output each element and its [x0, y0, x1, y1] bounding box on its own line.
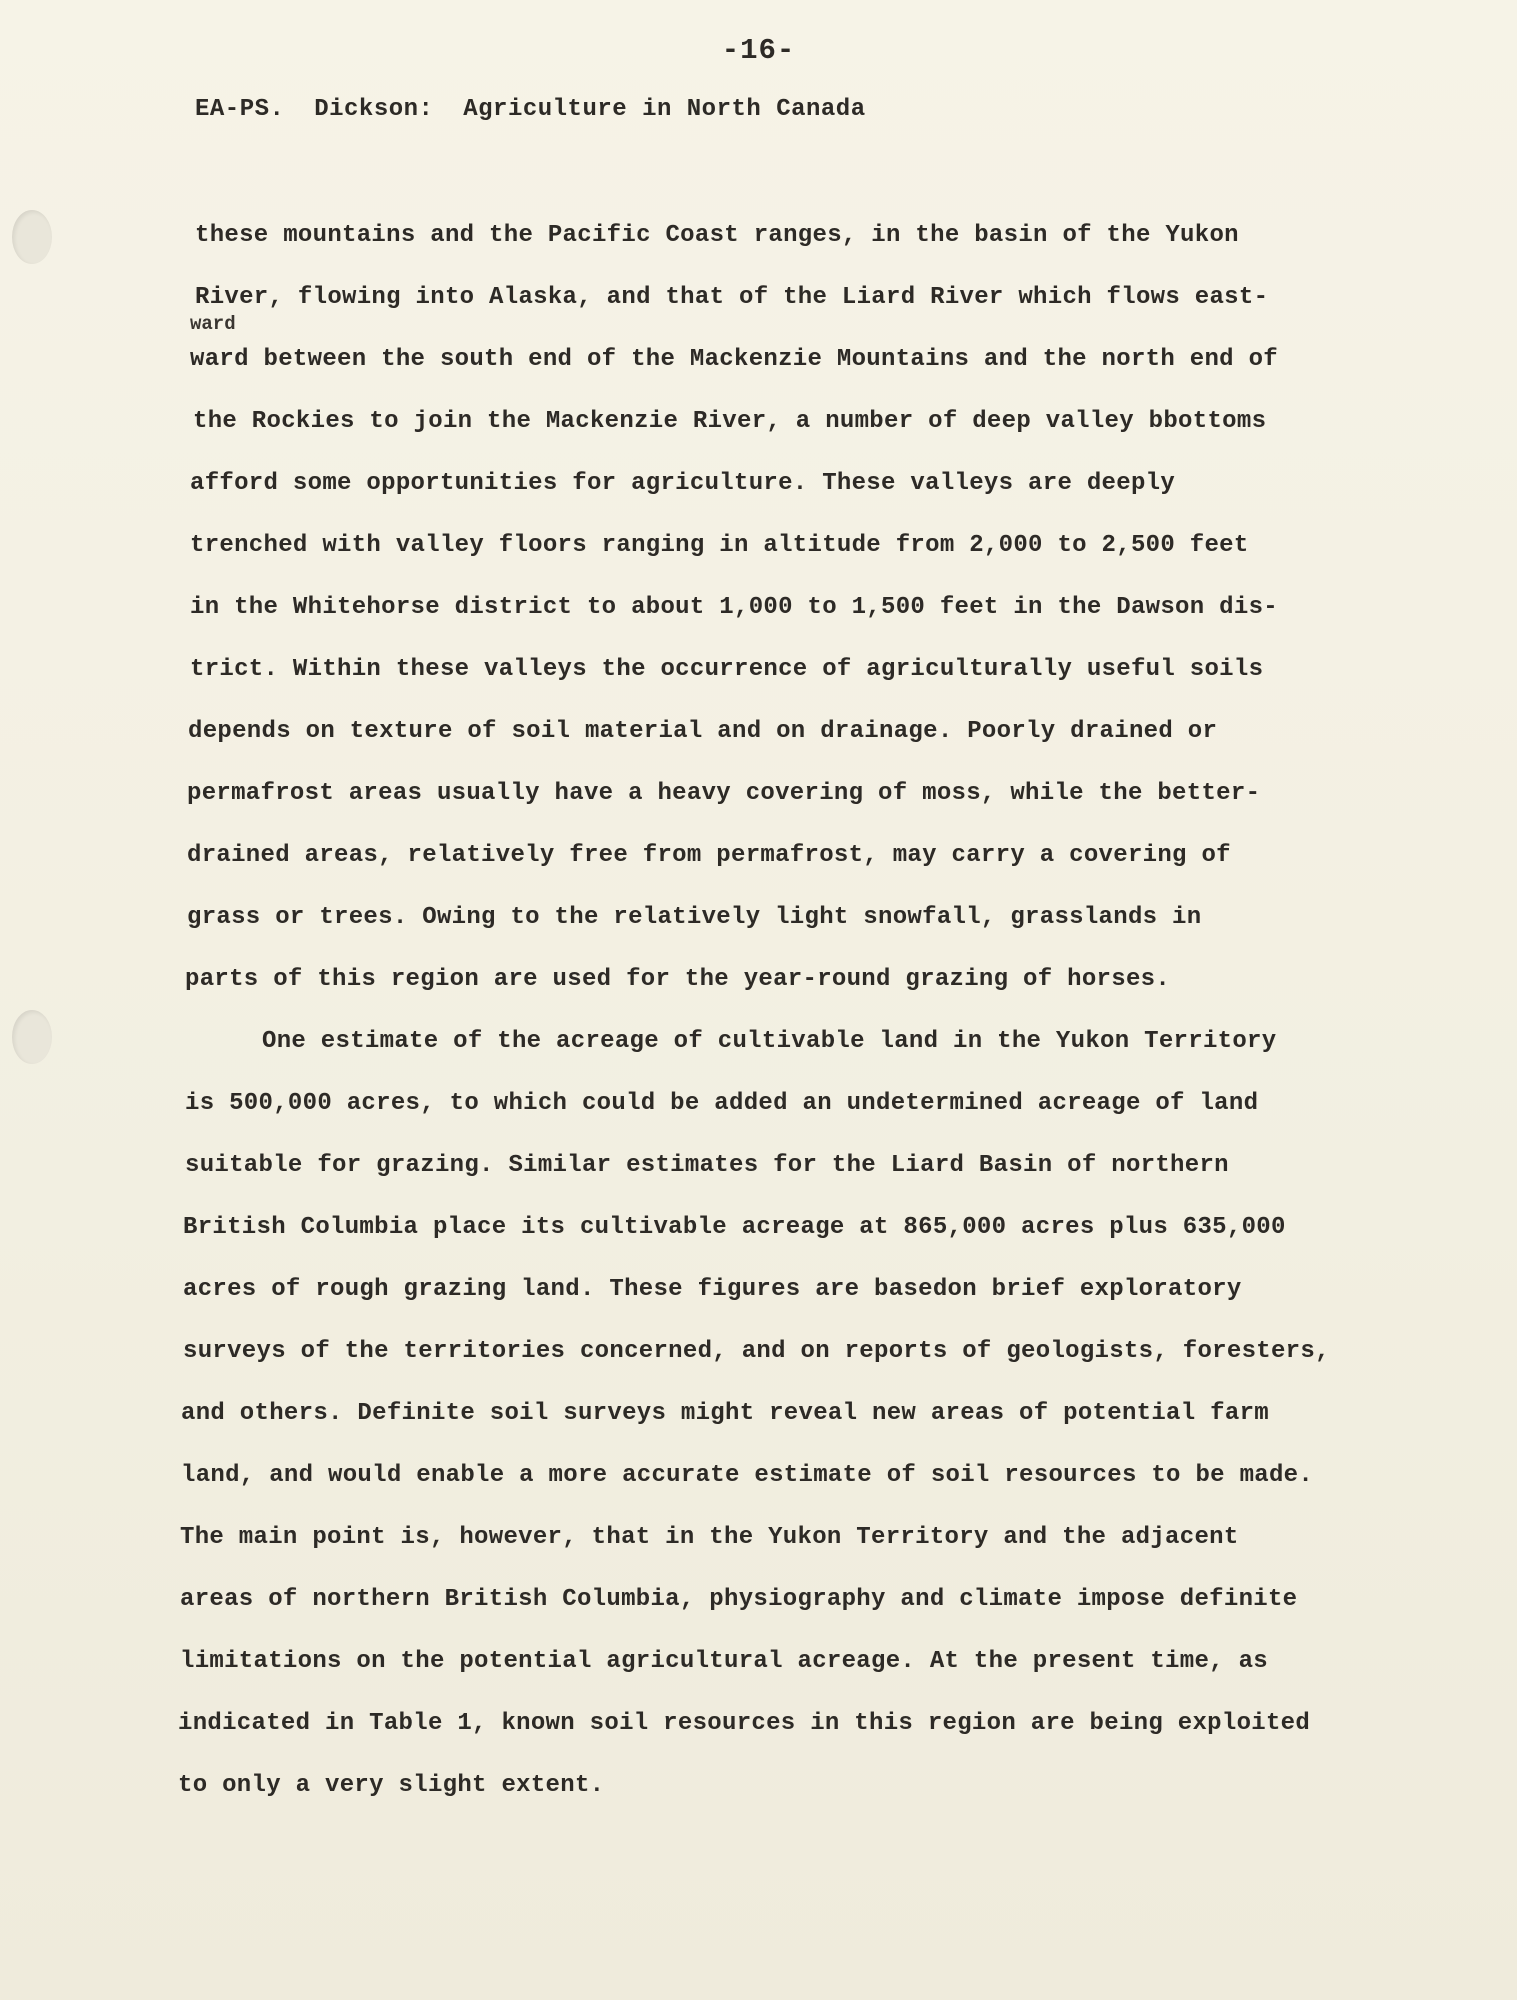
text-line: parts of this region are used for the year-round grazing of horses. [185, 966, 1171, 993]
text-line: acres of rough grazing land. These figures are basedon brief exploratory [183, 1276, 1242, 1303]
punch-hole [12, 1010, 52, 1064]
text-line: British Columbia place its cultivable acreage at 865,000 acres plus 635,000 [183, 1214, 1286, 1241]
page-number: -16- [721, 34, 796, 67]
handwritten-insertion: ward [190, 313, 236, 335]
text-line: trenched with valley floors ranging in altitude from 2,000 to 2,500 feet [190, 532, 1249, 559]
text-line: land, and would enable a more accurate estimate of soil resources to be made. [181, 1462, 1314, 1489]
text-line: in the Whitehorse district to about 1,000 to 1,500 feet in the Dawson dis- [190, 594, 1278, 621]
text-line: depends on texture of soil material and on drainage. Poorly drained or [188, 718, 1218, 745]
punch-hole [12, 210, 52, 264]
text-line: grass or trees. Owing to the relatively light snowfall, grasslands in [187, 904, 1202, 931]
text-line: permafrost areas usually have a heavy covering of moss, while the better- [187, 780, 1261, 807]
text-line: River, flowing into Alaska, and that of the Liard River which flows east- [195, 284, 1269, 311]
running-head: EA-PS. Dickson: Agriculture in North Canada [195, 96, 866, 123]
text-line: trict. Within these valleys the occurrence of agriculturally useful soils [190, 656, 1264, 683]
text-line: limitations on the potential agricultural acreage. At the present time, as [180, 1648, 1268, 1675]
text-line: drained areas, relatively free from permafrost, may carry a covering of [187, 842, 1231, 869]
text-line: surveys of the territories concerned, and on reports of geologists, foresters, [183, 1338, 1330, 1365]
text-line: ward between the south end of the Mackenzie Mountains and the north end of [190, 346, 1278, 373]
text-line: suitable for grazing. Similar estimates for the Liard Basin of northern [185, 1152, 1229, 1179]
text-line: these mountains and the Pacific Coast ranges, in the basin of the Yukon [195, 222, 1239, 249]
text-line: The main point is, however, that in the Yukon Territory and the adjacent [180, 1524, 1239, 1551]
text-line: and others. Definite soil surveys might reveal new areas of potential farm [181, 1400, 1269, 1427]
text-line: indicated in Table 1, known soil resources in this region are being exploited [178, 1710, 1311, 1737]
text-line: to only a very slight extent. [178, 1772, 605, 1799]
text-line: is 500,000 acres, to which could be added an undetermined acreage of land [185, 1090, 1259, 1117]
text-line: One estimate of the acreage of cultivable land in the Yukon Territory [262, 1028, 1277, 1055]
text-line: afford some opportunities for agriculture. These valleys are deeply [190, 470, 1176, 497]
text-line: the Rockies to join the Mackenzie River, a number of deep valley bbottoms [193, 408, 1267, 435]
text-line: areas of northern British Columbia, physiography and climate impose definite [180, 1586, 1298, 1613]
